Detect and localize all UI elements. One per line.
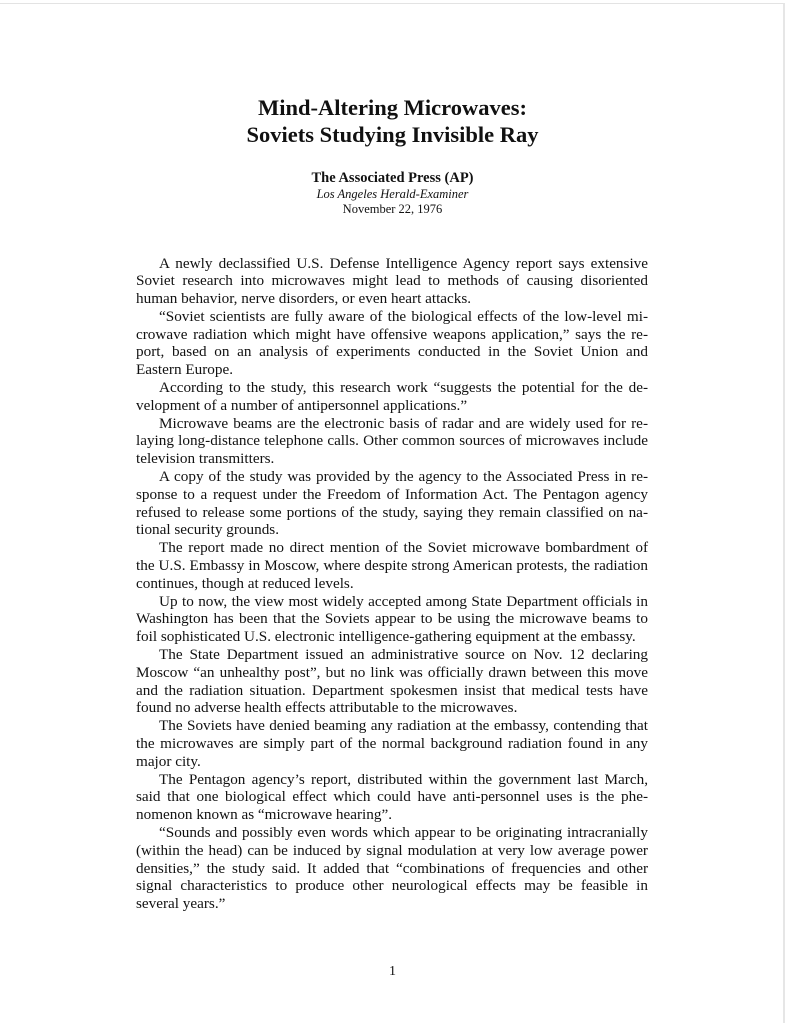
publication-date: November 22, 1976 [342,202,443,216]
paragraph: “Sounds and possibly even words which appear to be originating intracranially (within the head) can be induced by signal modulation at very low average power densities,” the study said. It added that “combinations of frequencies and other signal characteristics to produce other neurological effects may be feasible in several years.” [136,824,648,913]
paragraph: Microwave beams are the electronic basis of radar and are widely used for relaying long-distance telephone calls. Other common sources of microwaves include television transmitters. [136,414,648,468]
paragraph: According to the study, this research work “suggests the potential for the development of a number of antipersonnel applications.” [136,379,648,414]
article-title [0,94,785,148]
title-line-1: Mind-Altering Microwaves: [258,95,527,120]
document-page [0,3,785,1023]
title-line-2: Soviets Studying Invisible Ray [246,122,539,147]
author: The Associated Press (AP) [311,170,474,186]
paragraph: The report made no direct mention of the Soviet microwave bombardment of the U.S. Embassy in Moscow, where despite strong American protests, the radiation continues, though at reduced levels. [136,539,648,592]
paragraph: “Soviet scientists are fully aware of the biological effects of the low-level microwave radiation which might have offensive weapons application,” says the report, based on an analysis of experiments conducted in the Soviet Union and Eastern Europe. [136,307,648,379]
paragraph: The Soviets have denied beaming any radiation at the embassy, contending that the microwaves are simply part of the normal background radiation found in any major city. [136,717,648,770]
publication: Los Angeles Herald-Examiner [316,187,469,201]
article-header [0,94,785,217]
paragraph: A copy of the study was provided by the agency to the Associated Press in response to a request under the Freedom of Information Act. The Pentagon agency refused to release some portions of the study, saying they remain classified on national security grounds. [136,468,648,539]
article-body [136,255,648,913]
paragraph: The Pentagon agency’s report, distributed within the government last March, said that one biological effect which could have anti-personnel uses is the phenomenon known as “microwave hearing”. [136,770,648,824]
byline [0,170,785,217]
paragraph: A newly declassified U.S. Defense Intelligence Agency report says extensive Soviet research into microwaves might lead to methods of causing disoriented human behavior, nerve disorders, or even heart attacks. [136,254,648,308]
paragraph: The State Department issued an administrative source on Nov. 12 declaring Moscow “an unhealthy post”, but no link was officially drawn between this move and the radiation situation. Department spokesmen insist that medical tests have found no adverse health effects attributable to the microwaves. [136,646,648,717]
paragraph: Up to now, the view most widely accepted among State Department officials in Washington has been that the Soviets appear to be using the microwave beams to foil sophisticated U.S. electronic intelligence-gathering equipment at the embassy. [136,592,648,646]
page-number: 1 [389,964,396,979]
